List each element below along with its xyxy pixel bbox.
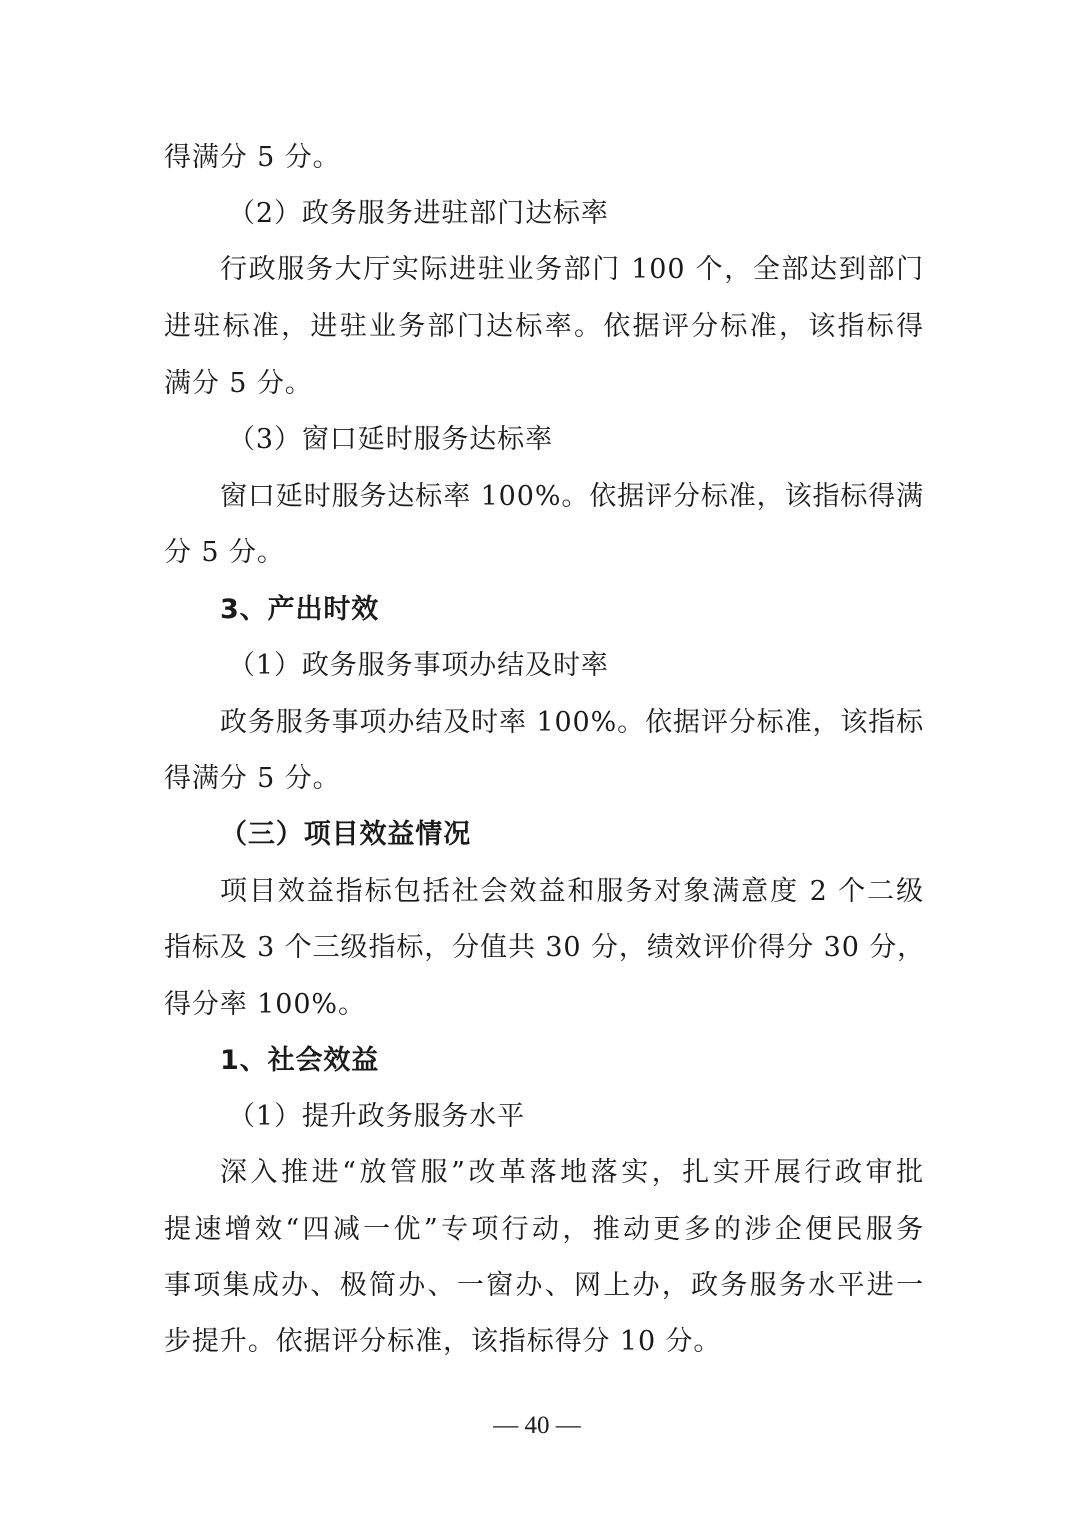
paragraph-line: 进驻标准，进驻业务部门达标率。依据评分标准，该指标得	[164, 311, 924, 342]
subheading: （1）提升政务服务水平	[228, 1101, 526, 1132]
paragraph-line: 事项集成办、极简办、一窗办、网上办，政务服务水平进一	[164, 1270, 924, 1301]
paragraph-line: 政务服务事项办结及时率 100%。依据评分标准，该指标	[220, 707, 925, 738]
paragraph-line: 得满分 5 分。	[164, 763, 341, 794]
paragraph-line: 步提升。依据评分标准，该指标得分 10 分。	[164, 1326, 722, 1357]
paragraph-line: 指标及 3 个三级指标，分值共 30 分，绩效评价得分 30 分，	[164, 932, 926, 963]
paragraph-line: 得满分 5 分。	[164, 142, 341, 173]
paragraph-line: 项目效益指标包括社会效益和服务对象满意度 2 个二级	[220, 876, 924, 907]
paragraph-line: 得分率 100%。	[164, 989, 366, 1020]
subheading: （2）政务服务进驻部门达标率	[228, 198, 609, 229]
subheading: （1）政务服务事项办结及时率	[228, 650, 609, 681]
subheading: （3）窗口延时服务达标率	[228, 424, 553, 455]
section-heading: 3、产出时效	[220, 594, 380, 625]
paragraph-line: 提速增效“四减一优”专项行动，推动更多的涉企便民服务	[164, 1214, 924, 1245]
paragraph-line: 满分 5 分。	[164, 368, 313, 399]
page-number: — 40 —	[493, 1412, 581, 1439]
section-heading: 1、社会效益	[220, 1045, 380, 1076]
paragraph-line: 分 5 分。	[164, 537, 285, 568]
paragraph-line: 窗口延时服务达标率 100%。依据评分标准，该指标得满	[220, 481, 925, 512]
section-heading: （三）项目效益情况	[220, 819, 472, 850]
paragraph-line: 深入推进“放管服”改革落地落实，扎实开展行政审批	[220, 1157, 924, 1188]
paragraph-line: 行政服务大厅实际进驻业务部门 100 个，全部达到部门	[220, 254, 924, 285]
